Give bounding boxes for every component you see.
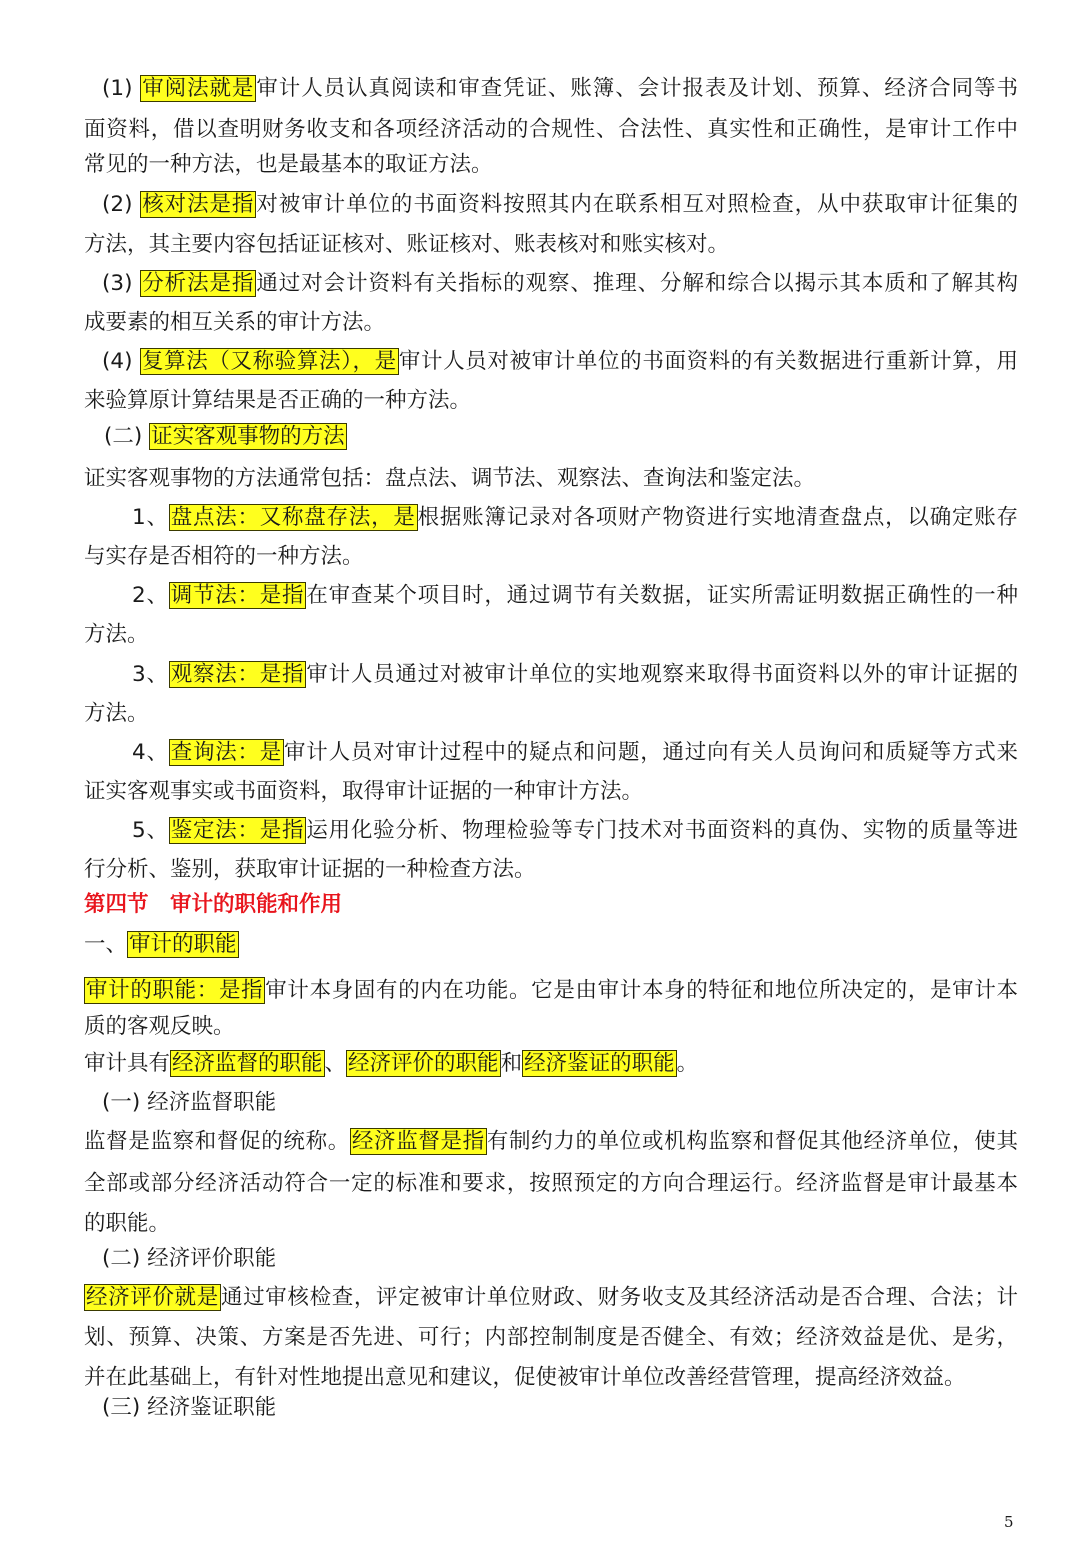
highlighted-term: 经济监督是指 xyxy=(351,1129,485,1154)
text-line xyxy=(84,855,1018,885)
text-line xyxy=(84,890,1018,920)
text-line xyxy=(84,542,1018,572)
highlighted-term: 复算法（又称验算法），是 xyxy=(141,349,397,374)
text-line xyxy=(102,1088,1018,1118)
text-segment: 全部或部分经济活动符合一定的标准和要求，按照预定的方向合理运行。经济监督是审计最基本 xyxy=(84,1171,1018,1196)
text-line xyxy=(84,308,1018,338)
text-segment: 方法。 xyxy=(84,622,149,647)
text-segment: 成要素的相互关系的审计方法。 xyxy=(84,310,386,335)
text-segment: 审计人员对被审计单位的书面资料的有关数据进行重新计算，用 xyxy=(398,349,1018,374)
text-line xyxy=(84,1127,1018,1159)
text-segment: 有制约力的单位或机构监察和督促其他经济单位，使其 xyxy=(486,1129,1018,1154)
text-line xyxy=(132,738,1018,770)
text-segment: 通过审核检查，评定被审计单位财政、财务收支及其经济活动是否合理、合法；计 xyxy=(220,1285,1018,1310)
text-line xyxy=(132,503,1018,535)
text-segment: 并在此基础上，有针对性地提出意见和建议，促使被审计单位改善经营管理，提高经济效益。 xyxy=(84,1365,966,1390)
item-prefix: 1、 xyxy=(132,505,169,530)
text-segment: 和 xyxy=(500,1051,523,1076)
text-line xyxy=(84,1283,1018,1315)
text-line xyxy=(84,620,1018,650)
highlighted-term: 审计的职能 xyxy=(129,932,237,957)
text-segment: 行分析、鉴别，获取审计证据的一种检查方法。 xyxy=(84,857,536,882)
text-line xyxy=(84,1012,1018,1042)
text-line xyxy=(84,1049,1018,1079)
item-prefix: (3) xyxy=(102,271,141,296)
item-prefix: 3、 xyxy=(132,662,169,687)
item-prefix: 4、 xyxy=(132,740,169,765)
text-line xyxy=(102,269,1018,301)
text-line xyxy=(84,464,1018,494)
highlighted-term: 调节法：是指 xyxy=(170,583,305,608)
item-prefix: (2) xyxy=(102,192,141,217)
highlighted-term: 审阅法就是 xyxy=(142,76,255,101)
text-segment: 证实客观事物的方法通常包括：盘点法、调节法、观察法、查询法和鉴定法。 xyxy=(84,466,816,491)
highlighted-term: 经济评价的职能 xyxy=(348,1051,499,1076)
highlighted-term: 审计的职能：是指 xyxy=(86,978,264,1003)
text-line xyxy=(102,347,1018,379)
highlighted-term: 经济监督的职能 xyxy=(172,1051,323,1076)
highlighted-term: 盘点法：又称盘存法，是 xyxy=(170,505,416,530)
text-line xyxy=(84,777,1018,807)
text-segment: 通过对会计资料有关指标的观察、推理、分解和综合以揭示其本质和了解其构 xyxy=(256,271,1018,296)
text-line xyxy=(84,1209,1018,1239)
text-segment: (一) 经济监督职能 xyxy=(102,1090,277,1115)
text-line xyxy=(84,115,1018,147)
highlighted-term: 查询法：是 xyxy=(170,740,283,765)
text-segment: 在审查某个项目时，通过调节有关数据，证实所需证明数据正确性的一种 xyxy=(306,583,1018,608)
text-segment: 方法。 xyxy=(84,701,149,726)
text-line xyxy=(132,816,1018,848)
text-line xyxy=(102,74,1018,106)
highlighted-term: 观察法：是指 xyxy=(170,662,305,687)
item-prefix: 2、 xyxy=(132,583,169,608)
text-line xyxy=(84,386,1018,416)
text-segment: 质的客观反映。 xyxy=(84,1014,235,1039)
text-line xyxy=(84,930,1018,960)
item-prefix: (1) xyxy=(102,76,141,101)
text-segment: 审计具有 xyxy=(84,1051,171,1076)
text-line xyxy=(84,230,1018,260)
text-segment: 对被审计单位的书面资料按照其内在联系相互对照检查，从中获取审计征集的 xyxy=(256,192,1018,217)
text-line xyxy=(132,660,1018,692)
text-segment: (二) 经济评价职能 xyxy=(102,1246,277,1271)
text-segment: 方法，其主要内容包括证证核对、账证核对、账表核对和账实核对。 xyxy=(84,232,730,257)
highlighted-term: 经济鉴证的职能 xyxy=(524,1051,675,1076)
text-segment: (三) 经济鉴证职能 xyxy=(102,1395,277,1420)
text-line xyxy=(84,1323,1018,1355)
section-heading: 第四节 审计的职能和作用 xyxy=(84,892,343,917)
highlighted-term: 证实客观事物的方法 xyxy=(151,424,345,449)
text-segment: 与实存是否相符的一种方法。 xyxy=(84,544,364,569)
text-line xyxy=(84,1169,1018,1201)
item-prefix: (二) xyxy=(104,424,150,449)
highlighted-term: 核对法是指 xyxy=(142,192,255,217)
item-prefix: 5、 xyxy=(132,818,169,843)
text-line xyxy=(104,422,1018,452)
text-line xyxy=(102,1393,1018,1423)
text-segment: 来验算原计算结果是否正确的一种方法。 xyxy=(84,388,472,413)
text-segment: 划、预算、决策、方案是否先进、可行；内部控制制度是否健全、有效；经济效益是优、是劣， xyxy=(84,1325,1018,1350)
text-line xyxy=(84,976,1018,1008)
text-segment: 审计人员认真阅读和审查凭证、账簿、会计报表及计划、预算、经济合同等书 xyxy=(256,76,1018,101)
text-segment: 的职能。 xyxy=(84,1211,171,1236)
text-segment: 。 xyxy=(676,1051,699,1076)
text-line xyxy=(132,581,1018,613)
item-prefix: 监督是监察和督促的统称。 xyxy=(84,1129,350,1154)
text-segment: 面资料，借以查明财务收支和各项经济活动的合规性、合法性、真实性和正确性，是审计工作中 xyxy=(84,117,1018,142)
text-line xyxy=(84,699,1018,729)
text-segment: 、 xyxy=(324,1051,347,1076)
highlighted-term: 鉴定法：是指 xyxy=(170,818,305,843)
text-segment: 审计人员通过对被审计单位的实地观察来取得书面资料以外的审计证据的 xyxy=(306,662,1018,687)
text-line xyxy=(102,190,1018,222)
text-line xyxy=(84,1363,1018,1393)
text-segment: 常见的一种方法，也是最基本的取证方法。 xyxy=(84,152,493,177)
text-segment: 审计本身固有的内在功能。它是由审计本身的特征和地位所决定的，是审计本 xyxy=(265,978,1018,1003)
text-segment: 证实客观事实或书面资料，取得审计证据的一种审计方法。 xyxy=(84,779,644,804)
text-line xyxy=(84,150,1018,180)
item-prefix: 一、 xyxy=(84,932,128,957)
text-segment: 审计人员对审计过程中的疑点和问题，通过向有关人员询问和质疑等方式来 xyxy=(284,740,1018,765)
text-line xyxy=(102,1244,1018,1274)
text-segment: 运用化验分析、物理检验等专门技术对书面资料的真伪、实物的质量等进 xyxy=(306,818,1018,843)
text-segment: 根据账簿记录对各项财产物资进行实地清查盘点，以确定账存 xyxy=(417,505,1018,530)
item-prefix: (4) xyxy=(102,349,140,374)
page-number: 5 xyxy=(1004,1513,1014,1531)
highlighted-term: 分析法是指 xyxy=(142,271,255,296)
highlighted-term: 经济评价就是 xyxy=(86,1285,219,1310)
